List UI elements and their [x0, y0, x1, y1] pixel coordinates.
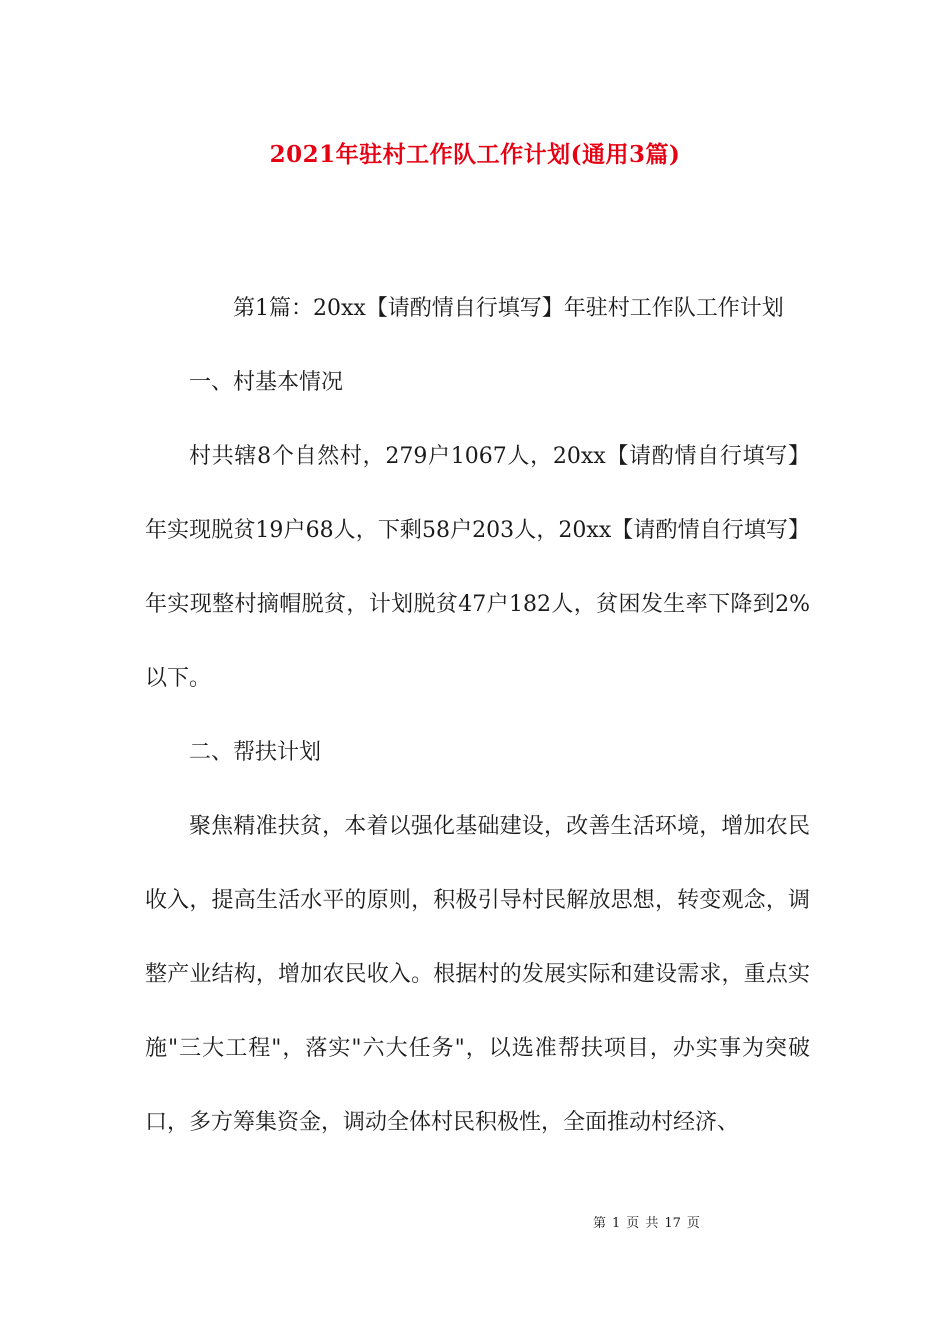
- paragraph-basic-info: 村共辖8个自然村，279户1067人，20xx【请酌情自行填写】年实现脱贫19户68人，下剩58户203人，20xx【请酌情自行填写】年实现整村摘帽脱贫，计划脱贫47户182人，贫困发生率下降到2%以下。: [145, 444, 810, 691]
- paragraph-assistance-plan: 聚焦精准扶贫，本着以强化基础建设，改善生活环境，增加农民收入，提高生活水平的原则，积极引导村民解放思想，转变观念，调整产业结构，增加农民收入。根据村的发展实际和建设需求，重点实施"三大工程"，落实"六大任务"，以选准帮扶项目，办实事为突破口，多方筹集资金，调动全体村民积极性，全面推动村经济、: [145, 814, 810, 1135]
- footer-prefix: 第: [593, 1216, 607, 1231]
- footer-total-label: 共: [645, 1216, 659, 1231]
- document-title: 2021年驻村工作队工作计划(通用3篇): [269, 141, 681, 168]
- section-heading-assistance-plan: 二、帮扶计划: [189, 740, 322, 765]
- chapter-title: 第1篇：20xx【请酌情自行填写】年驻村工作队工作计划: [233, 296, 784, 321]
- footer-suffix: 页: [686, 1216, 700, 1231]
- page-footer: [593, 1212, 706, 1231]
- section-heading-basic-info: 一、村基本情况: [189, 370, 344, 395]
- document-body: [145, 272, 810, 1160]
- footer-page-number: 1: [612, 1216, 621, 1231]
- footer-page-label: 页: [626, 1216, 640, 1231]
- footer-total-pages: 17: [664, 1216, 681, 1231]
